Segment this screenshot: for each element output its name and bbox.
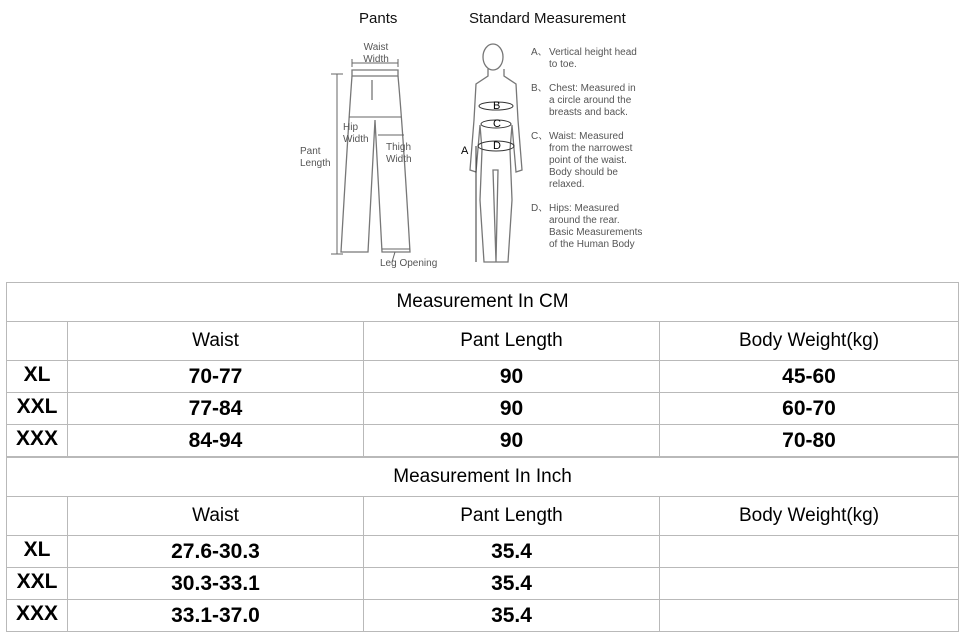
- body-weight-cell: 70-80: [660, 425, 959, 457]
- size-cell: XXL: [7, 568, 68, 600]
- inch-header-waist: Waist: [68, 497, 364, 536]
- waist-cell: 70-77: [68, 361, 364, 393]
- inch-size-table: [6, 457, 959, 632]
- pant-length-cell: 90: [364, 361, 660, 393]
- inch-header-row: [7, 497, 959, 536]
- pant-length-cell: 35.4: [364, 568, 660, 600]
- marker-c: C: [493, 118, 501, 130]
- waist-cell: 84-94: [68, 425, 364, 457]
- waist-cell: 77-84: [68, 393, 364, 425]
- cm-size-table: [6, 282, 959, 457]
- body-weight-cell: [660, 536, 959, 568]
- table-row: [7, 568, 959, 600]
- inch-table-title: Measurement In Inch: [7, 458, 959, 497]
- pant-length-cell: 35.4: [364, 600, 660, 632]
- inch-header-body-weight: Body Weight(kg): [660, 497, 959, 536]
- cm-header-size: [7, 322, 68, 361]
- leg-opening-label: Leg Opening: [380, 258, 438, 269]
- waist-cell: 27.6-30.3: [68, 536, 364, 568]
- waist-cell: 33.1-37.0: [68, 600, 364, 632]
- cm-header-row: [7, 322, 959, 361]
- note-c: C、 Waist: Measured from the narrowest point of the waist. Body should be relaxed.: [531, 131, 633, 190]
- pants-title: Pants: [359, 10, 398, 27]
- body-weight-cell: [660, 600, 959, 632]
- measurement-diagram: [0, 0, 962, 280]
- size-cell: XL: [7, 361, 68, 393]
- size-cell: XL: [7, 536, 68, 568]
- cm-header-body-weight: Body Weight(kg): [660, 322, 959, 361]
- pant-length-cell: 90: [364, 393, 660, 425]
- pant-length-cell: 90: [364, 425, 660, 457]
- body-illustration: [470, 44, 522, 262]
- marker-b: B: [493, 100, 501, 112]
- cm-header-waist: Waist: [68, 322, 364, 361]
- table-row: [7, 425, 959, 457]
- hip-width-label: Hip Width: [343, 122, 369, 145]
- body-weight-cell: [660, 568, 959, 600]
- size-cell: XXL: [7, 393, 68, 425]
- waist-width-label: Waist Width: [363, 42, 389, 65]
- note-b: B、 Chest: Measured in a circle around the breasts and back.: [531, 83, 636, 118]
- body-weight-cell: 60-70: [660, 393, 959, 425]
- table-row: [7, 536, 959, 568]
- inch-header-size: [7, 497, 68, 536]
- pant-length-label: Pant Length: [300, 146, 331, 169]
- marker-d: D: [493, 140, 501, 152]
- diagram-drawing: [0, 0, 962, 280]
- body-weight-cell: 45-60: [660, 361, 959, 393]
- thigh-width-label: Thigh Width: [386, 142, 412, 165]
- cm-header-pant-length: Pant Length: [364, 322, 660, 361]
- size-cell: XXX: [7, 425, 68, 457]
- size-cell: XXX: [7, 600, 68, 632]
- table-row: [7, 600, 959, 632]
- note-d: D、 Hips: Measured around the rear. Basic Measurements of the Human Body: [531, 203, 643, 250]
- standard-measurement-title: Standard Measurement: [469, 10, 626, 27]
- table-row: [7, 361, 959, 393]
- table-row: [7, 393, 959, 425]
- inch-header-pant-length: Pant Length: [364, 497, 660, 536]
- marker-a: A: [461, 145, 469, 157]
- pant-length-cell: 35.4: [364, 536, 660, 568]
- waist-cell: 30.3-33.1: [68, 568, 364, 600]
- cm-table-title: Measurement In CM: [7, 283, 959, 322]
- note-a: A、 Vertical height head to toe.: [531, 47, 637, 70]
